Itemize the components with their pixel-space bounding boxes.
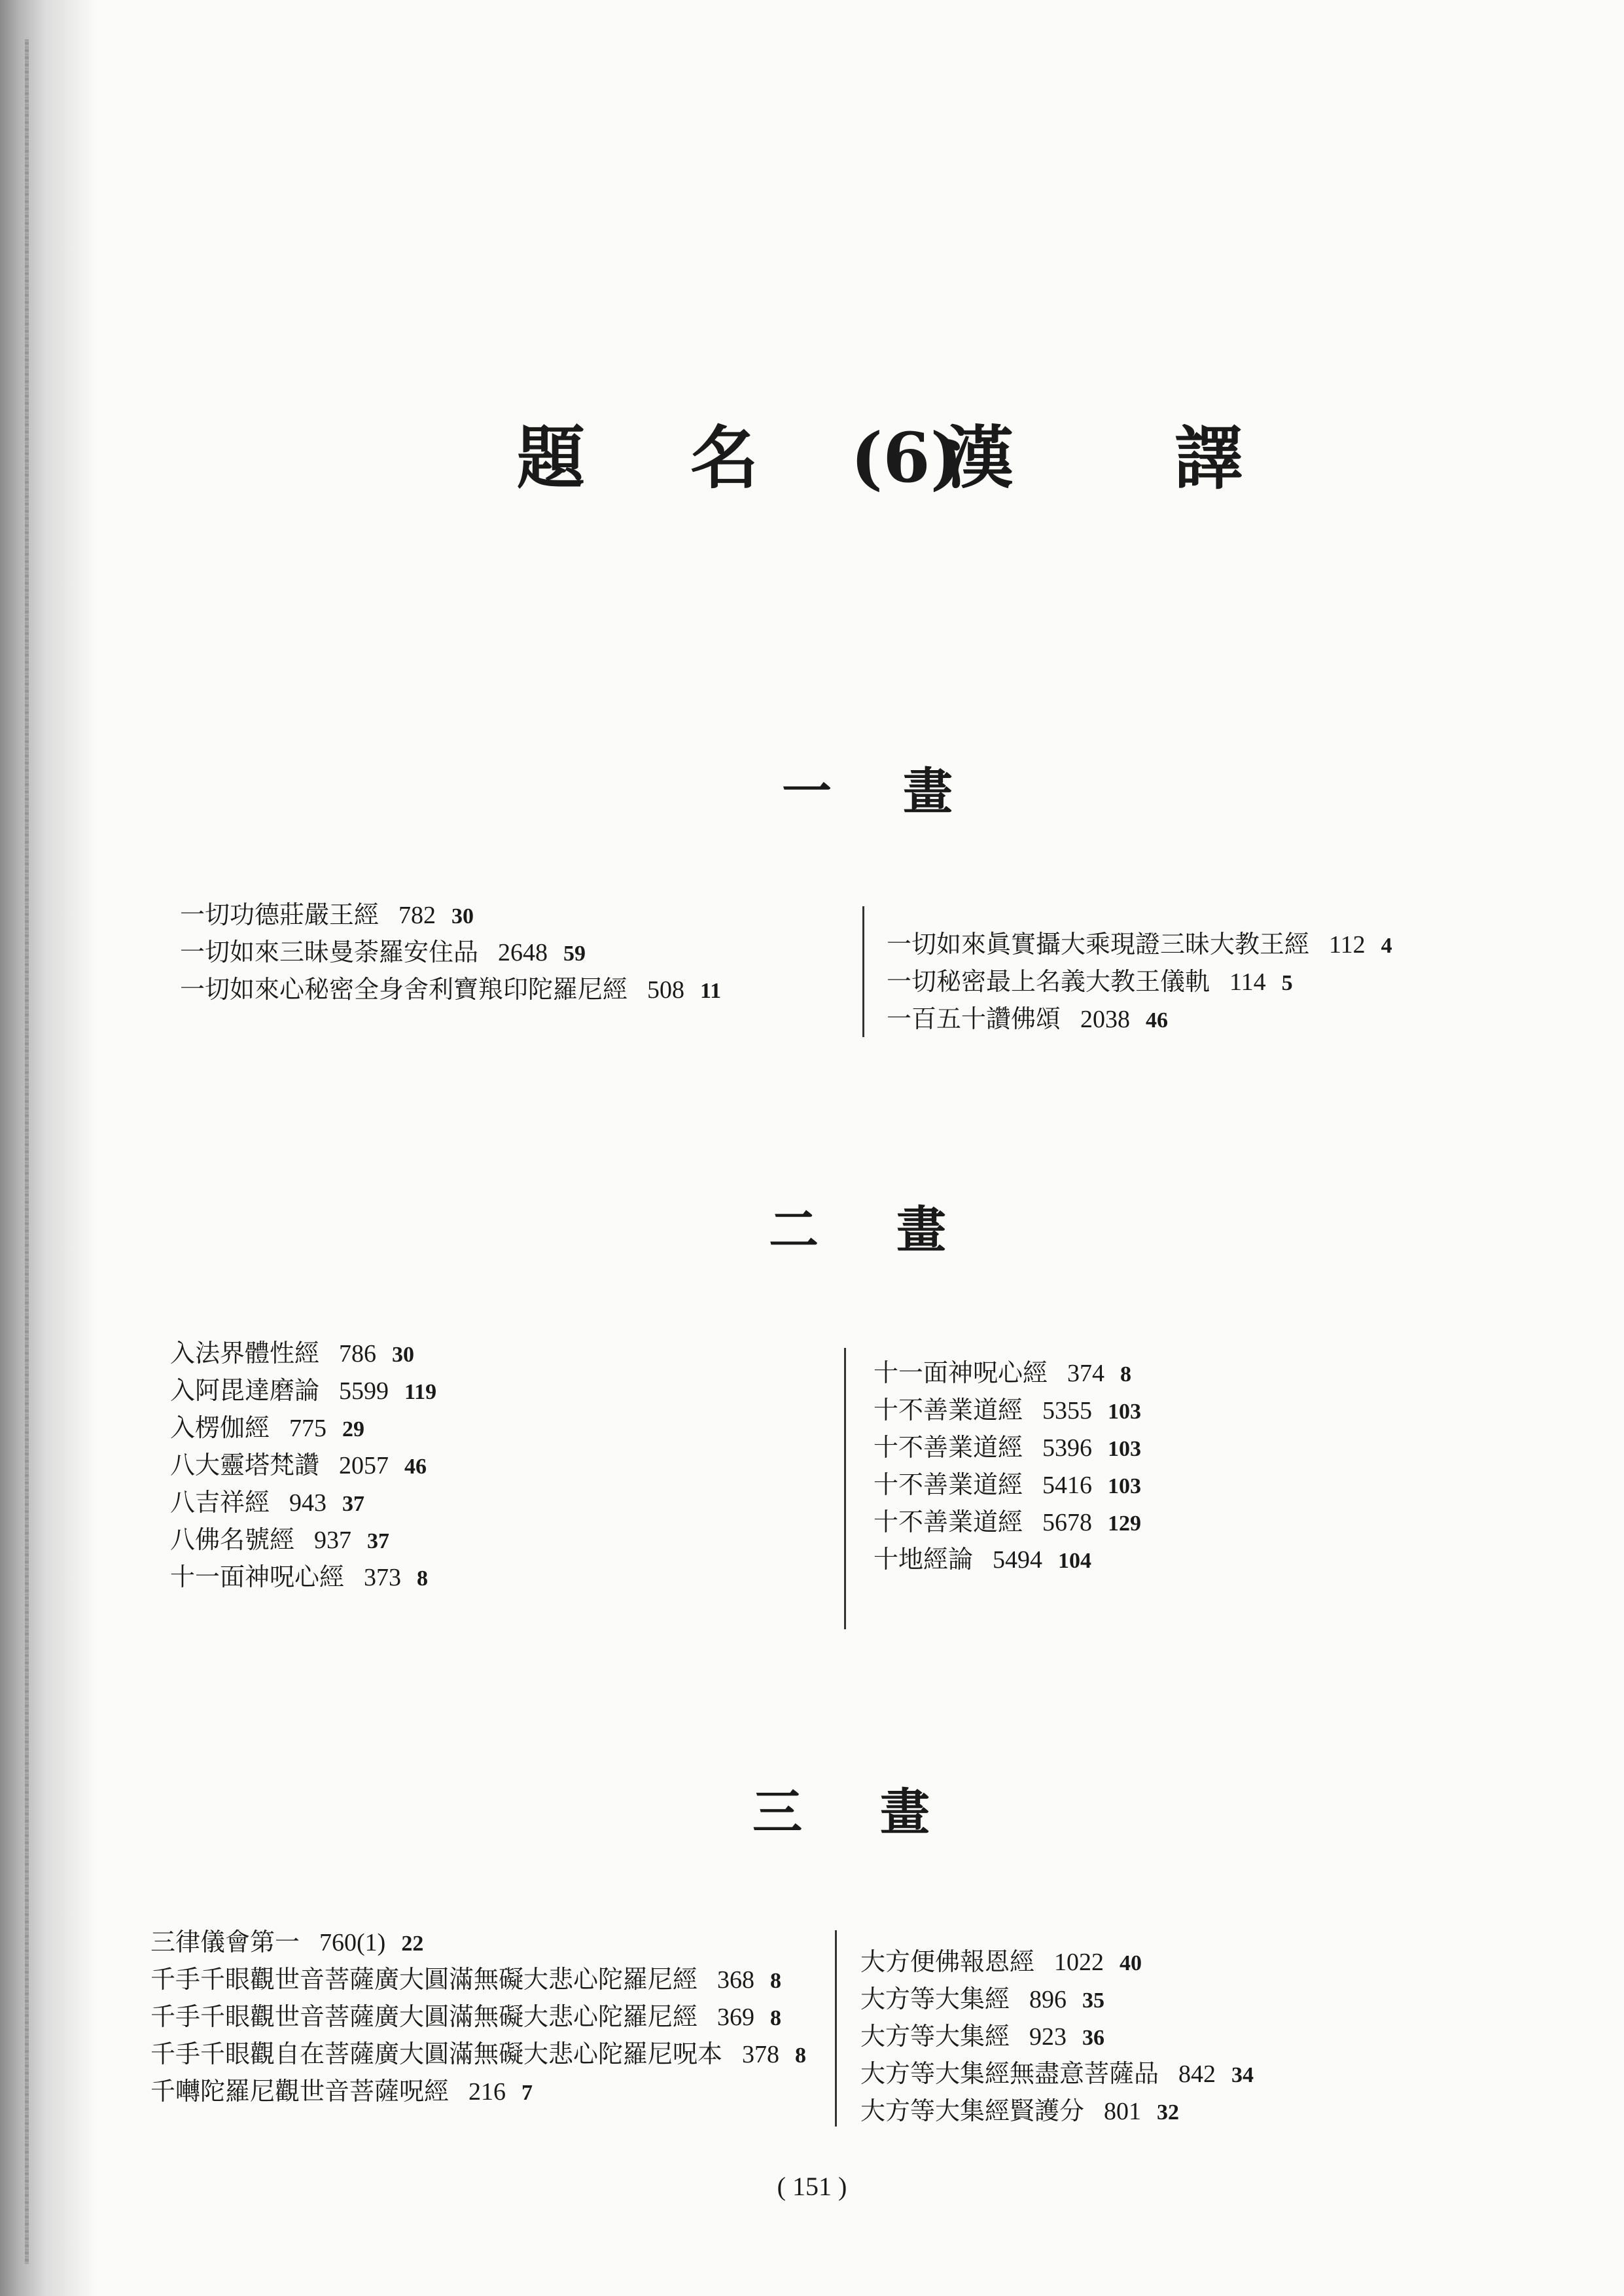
title-char: (6) <box>851 417 962 498</box>
column-divider <box>835 1930 837 2127</box>
page-number: ( 151 ) <box>777 2172 847 2201</box>
list-item: 千囀陀羅尼觀世音菩薩呪經 216 7 <box>150 2077 533 2106</box>
column-divider <box>862 906 864 1037</box>
list-item: 大方等大集經 923 36 <box>860 2022 1105 2051</box>
heading-numeral: 一 <box>782 762 832 821</box>
title-char: 漢 <box>945 417 1014 498</box>
heading-stroke: 畫 <box>903 762 953 821</box>
list-item: 一切功德莊嚴王經 782 30 <box>180 900 474 929</box>
heading-stroke: 畫 <box>896 1201 946 1259</box>
list-item: 千手千眼觀自在菩薩廣大圓滿無礙大悲心陀羅尼呪本 378 8 <box>150 2040 807 2068</box>
list-item: 十不善業道經 5396 103 <box>874 1433 1142 1462</box>
heading-stroke: 畫 <box>880 1783 930 1841</box>
heading-numeral: 二 <box>769 1201 819 1259</box>
list-item: 一切如來眞實攝大乘現證三昧大教王經 112 4 <box>887 930 1392 959</box>
list-item: 十不善業道經 5678 129 <box>874 1508 1142 1536</box>
title-char: 譯 <box>1174 417 1243 498</box>
list-item: 入阿毘達磨論 5599 119 <box>170 1376 437 1405</box>
title-char-wrap <box>945 412 1014 504</box>
list-item: 大方便佛報恩經 1022 40 <box>860 1947 1142 1976</box>
list-item: 千手千眼觀世音菩薩廣大圓滿無礙大悲心陀羅尼經 369 8 <box>150 2002 782 2031</box>
title-char: 名 <box>690 417 759 498</box>
list-item: 八大靈塔梵讚 2057 46 <box>170 1451 427 1479</box>
list-item: 千手千眼觀世音菩薩廣大圓滿無礙大悲心陀羅尼經 368 8 <box>150 1965 782 1994</box>
section-heading-2 <box>0 1197 1624 1263</box>
list-item: 十一面神呪心經 373 8 <box>170 1563 429 1591</box>
list-item: 入法界體性經 786 30 <box>170 1339 415 1368</box>
list-item: 八佛名號經 937 37 <box>170 1525 390 1554</box>
list-item: 一百五十讚佛頌 2038 46 <box>887 1004 1169 1033</box>
section-2-right-column <box>874 1354 1141 1578</box>
list-item: 十地經論 5494 104 <box>874 1545 1092 1574</box>
section-heading-1 <box>0 759 1624 824</box>
page-title <box>0 412 1624 504</box>
title-char: 題 <box>517 417 586 498</box>
section-1-left-column <box>180 896 721 1008</box>
scan-edge-shadow <box>0 0 98 2296</box>
heading-numeral: 三 <box>752 1783 802 1841</box>
list-item: 一切秘密最上名義大教王儀軌 114 5 <box>887 967 1293 996</box>
list-item: 三律儀會第一 760(1) 22 <box>150 1928 424 1956</box>
list-item: 大方等大集經賢護分 801 32 <box>860 2096 1180 2125</box>
section-2-left-column <box>170 1335 436 1596</box>
list-item: 十一面神呪心經 374 8 <box>874 1358 1132 1387</box>
list-item: 入楞伽經 775 29 <box>170 1413 365 1442</box>
list-item: 八吉祥經 943 37 <box>170 1488 365 1517</box>
section-3-left-column <box>150 1924 806 2110</box>
section-3-right-column <box>860 1943 1254 2130</box>
list-item: 一切如來三昧曼荼羅安住品 2648 59 <box>180 938 586 966</box>
list-item: 十不善業道經 5355 103 <box>874 1396 1142 1424</box>
list-item: 大方等大集經 896 35 <box>860 1985 1105 2013</box>
section-heading-3 <box>0 1780 1624 1845</box>
section-1-right-column <box>887 926 1392 1038</box>
list-item: 大方等大集經無盡意菩薩品 842 34 <box>860 2059 1254 2088</box>
list-item: 一切如來心秘密全身舍利寶羪印陀羅尼經 508 11 <box>180 975 722 1004</box>
column-divider <box>844 1348 846 1629</box>
list-item: 十不善業道經 5416 103 <box>874 1470 1142 1499</box>
